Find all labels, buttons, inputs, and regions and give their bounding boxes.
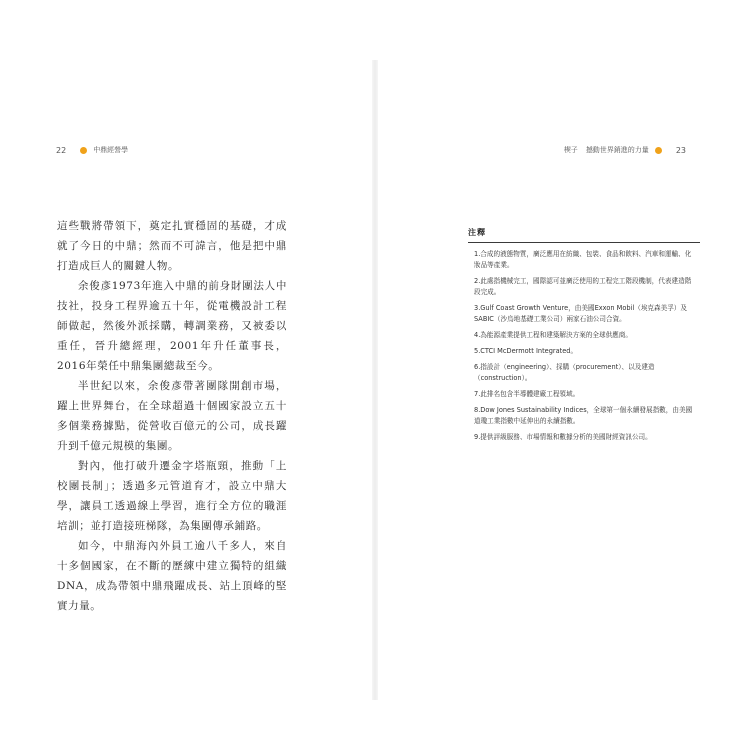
left-page <box>0 0 372 750</box>
left-header-title: 中鼎經營學 <box>93 146 129 154</box>
note-item: 8.Dow Jones Sustainability Indices，全球第一個永續發展指數，由美國道瓊工業指數中延伸出的永續指數。 <box>474 406 693 425</box>
right-page-number: 23 <box>675 145 686 155</box>
right-header-title: 撼動世界銷進的力量 <box>585 146 649 154</box>
orange-dot-icon <box>655 147 662 154</box>
orange-dot-icon <box>80 147 87 154</box>
left-page-number: 22 <box>56 145 67 155</box>
paragraph: 余俊彥1973年進入中鼎的前身財團法人中技社，投身工程界逾五十年，從電機設計工程師做起，然後外派採購，轉調業務，又被委以重任，晉升總經理，2001年升任董事長，2016年榮任中鼎集團總裁至今。 <box>57 280 287 372</box>
notes-title: 注釋 <box>468 228 486 237</box>
note-item: 4.為能源產業提供工程和建築解決方案的全球供應商。 <box>474 331 632 339</box>
note-item: 6.指設計（engineering）、採購（procurement）、以及建造（construction）。 <box>474 363 655 382</box>
note-item: 2.此處指機械完工，國際認可並廣泛使用的工程完工階段機制，代表建造階段完成。 <box>474 277 692 296</box>
note-item: 1.合成的液態物質，廣泛應用在紡織、包裝、食品和飲料、汽車和運輸、化妝品等產業。 <box>474 250 692 269</box>
section-label: 楔子 <box>563 146 578 154</box>
notes-list <box>468 249 700 443</box>
note-item: 3.Gulf Coast Growth Venture，由美國Exxon Mobil（埃克森美孚）及SABIC（沙烏地基礎工業公司）兩家石油公司合資。 <box>474 304 687 323</box>
right-running-head <box>564 145 686 155</box>
body-text <box>57 216 287 616</box>
notes-section <box>468 227 700 448</box>
note-item: 9.提供評級服務、市場情報和數據分析的美國財經資訊公司。 <box>474 433 652 441</box>
paragraph: 這些戰將帶領下，奠定扎實穩固的基礎，才成就了今日的中鼎；然而不可諱言，他是把中鼎打造成巨人的關鍵人物。 <box>57 220 287 272</box>
left-running-head <box>56 145 128 155</box>
paragraph: 如今，中鼎海內外員工逾八千多人，來自十多個國家，在不斷的歷練中建立獨特的組織DNA，成為帶領中鼎飛躍成長、站上頂峰的堅實力量。 <box>57 540 287 612</box>
note-item: 7.此排名包含半導體建廠工程領域。 <box>474 390 580 398</box>
right-page <box>378 0 750 750</box>
note-item: 5.CTCI McDermott Integrated。 <box>474 347 578 355</box>
notes-divider <box>468 242 700 243</box>
paragraph: 對內，他打破升遷金字塔瓶頸，推動「上校團長制」；透過多元管道育才，設立中鼎大學，讓員工透過線上學習，進行全方位的職涯培訓；並打造接班梯隊，為集團傳承鋪路。 <box>57 460 287 532</box>
paragraph: 半世紀以來，余俊彥帶著團隊開創市場，躍上世界舞台，在全球超過十個國家設立五十多個業務據點，從營收百億元的公司，成長躍升到千億元規模的集團。 <box>57 380 287 452</box>
